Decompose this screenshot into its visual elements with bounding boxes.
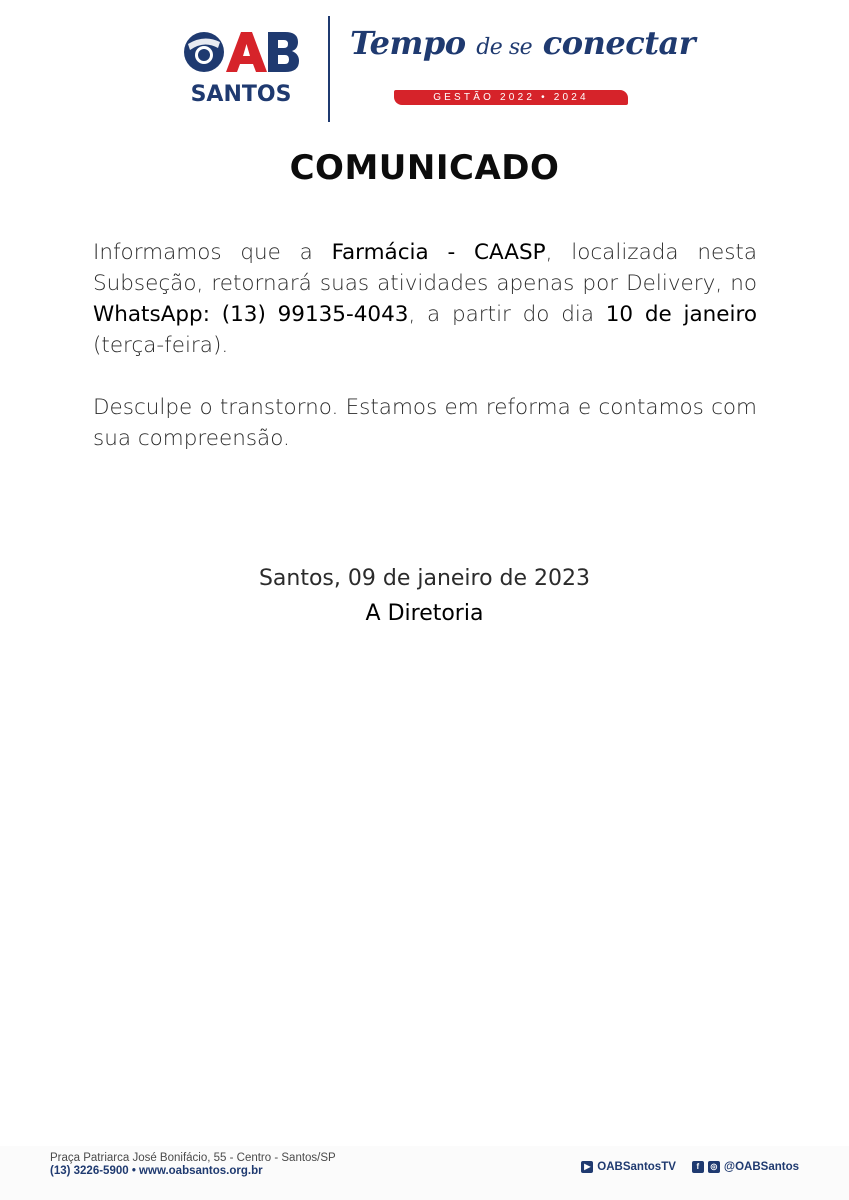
- place-and-date: Santos, 09 de janeiro de 2023: [258, 566, 591, 591]
- footer-address: Praça Patriarca José Bonifácio, 55 - Centro - Santos/SP: [50, 1152, 336, 1164]
- slogan: [346, 20, 696, 110]
- paragraph-text: Informamos que a: [93, 240, 332, 265]
- footer: [0, 1146, 849, 1200]
- paragraph-text: (terça-feira).: [93, 333, 229, 358]
- gestao-badge: GESTÃO 2022 • 2024: [394, 90, 628, 105]
- slogan-word-3: conectar: [542, 24, 696, 62]
- facebook-icon: f: [692, 1161, 704, 1173]
- slogan-word-1: Tempo: [350, 24, 466, 62]
- apology-paragraph: Desculpe o transtorno. Estamos em reforma e contamos com sua compreensão.: [93, 395, 757, 451]
- footer-contact: (13) 3226-5900 • www.oabsantos.org.br: [50, 1165, 263, 1177]
- slogan-word-2: de se: [476, 35, 533, 60]
- page-title: COMUNICADO: [289, 148, 560, 188]
- pharmacy-name: Farmácia - CAASP: [331, 240, 546, 265]
- announcement-paragraph: [93, 237, 757, 361]
- footer-social: [581, 1161, 799, 1173]
- social-handle: @OABSantos: [723, 1161, 799, 1173]
- oab-santos-logo: [182, 28, 300, 104]
- paragraph-text: , localizada nesta Subseção, retornará suas atividades apenas por Delivery, no: [93, 240, 758, 296]
- youtube-icon: ▶: [581, 1161, 593, 1173]
- slogan-text: [350, 24, 695, 62]
- return-date: 10 de janeiro: [605, 302, 757, 327]
- signature: A Diretoria: [365, 601, 484, 626]
- header-divider: [328, 16, 330, 122]
- paragraph-text: , a partir do dia: [408, 302, 606, 327]
- instagram-icon: ◎: [708, 1161, 720, 1173]
- youtube-handle: OABSantosTV: [597, 1161, 676, 1173]
- logo-santos-text: SANTOS: [190, 82, 292, 104]
- whatsapp-number: WhatsApp: (13) 99135-4043: [93, 302, 409, 327]
